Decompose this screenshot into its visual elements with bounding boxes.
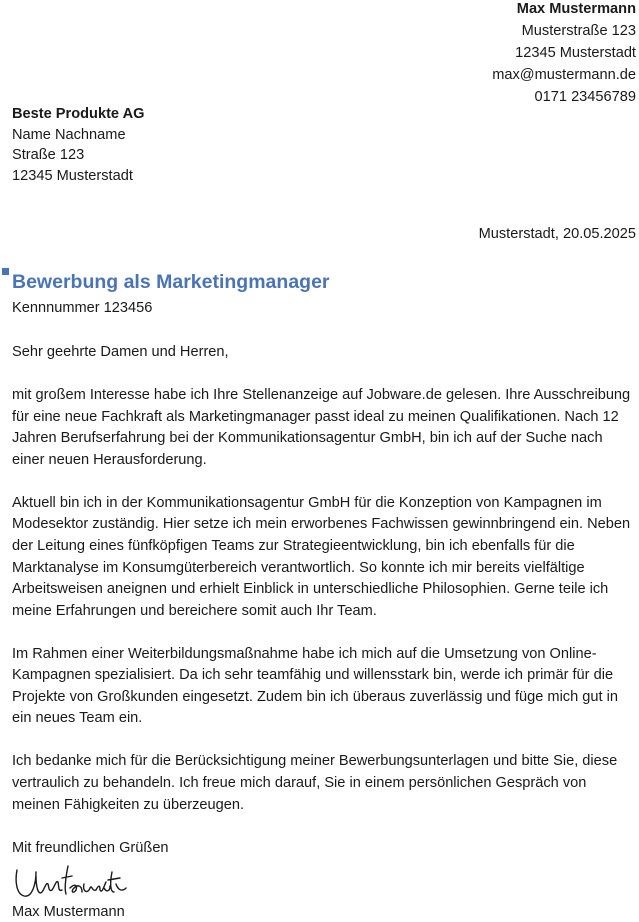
sender-city: 12345 Musterstadt <box>515 45 636 61</box>
sender-name: Max Mustermann <box>516 1 636 17</box>
letter-subject: Bewerbung als Marketingmanager <box>12 271 330 293</box>
signature-image <box>12 862 130 904</box>
sender-phone: 0171 23456789 <box>534 89 636 105</box>
letter-body <box>12 342 634 838</box>
recipient-city: 12345 Musterstadt <box>12 167 133 184</box>
body-paragraph: mit großem Interesse habe ich Ihre Stellenanzeige auf Jobware.de gelesen. Ihre Ausschreibung für eine neue Fachkraft als Marketingmanager passt ideal zu meinen Qualifikationen. Nach 12 Jahren Berufserfahrung bei der Kommunikationsagentur GmbH, bin ich auf der Suche nach einer neuen Herausforderung. <box>12 386 631 468</box>
reference-number: Kennnummer 123456 <box>12 300 153 316</box>
sender-block <box>492 0 636 108</box>
body-paragraph: Aktuell bin ich in der Kommunikationsagentur GmbH für die Konzeption von Kampagnen im Modesektor zuständig. Hier setze ich mein erworbenes Fachwissen gewinnbringend ein. Neben der Leitung eines fünfköpfigen Teams zur Strategieentwicklung, bin ich ebenfalls für die Marktanalyse im Konsumgüterbereich verantwortlich. So konnte ich mir bereits vielfältige Arbeitsweisen aneignen und erhielt Einblick in unterschiedliche Philosophien. Gerne teile ich meine Erfahrungen und bereichere somit auch Ihr Team. <box>12 494 631 619</box>
recipient-block <box>12 104 144 186</box>
letter-date: Musterstadt, 20.05.2025 <box>478 226 636 242</box>
subject-marker-icon <box>2 268 9 275</box>
sender-street: Musterstraße 123 <box>521 23 636 39</box>
signer-name: Max Mustermann <box>12 904 125 920</box>
sender-email: max@mustermann.de <box>492 67 636 83</box>
salutation: Sehr geehrte Damen und Herren, <box>12 344 229 360</box>
closing-phrase: Mit freundlichen Grüßen <box>12 840 169 856</box>
body-paragraph: Im Rahmen einer Weiterbildungsmaßnahme habe ich mich auf die Umsetzung von Online-Kampagnen spezialisiert. Da ich sehr teamfähig und willensstark bin, werde ich primär für die Projekte von Großkunden eingesetzt. Zudem bin ich überaus zuverlässig und füge mich gut in ein neues Team ein. <box>12 645 618 727</box>
recipient-company: Beste Produkte AG <box>12 106 145 122</box>
recipient-street: Straße 123 <box>12 147 85 163</box>
body-paragraph: Ich bedanke mich für die Berücksichtigung meiner Bewerbungsunterlagen und bitte Sie, diese vertraulich zu behandeln. Ich freue mich darauf, Sie in einem persönlichen Gespräch von meinen Fähigkeiten zu überzeugen. <box>12 753 618 813</box>
recipient-contact: Name Nachname <box>12 126 126 143</box>
